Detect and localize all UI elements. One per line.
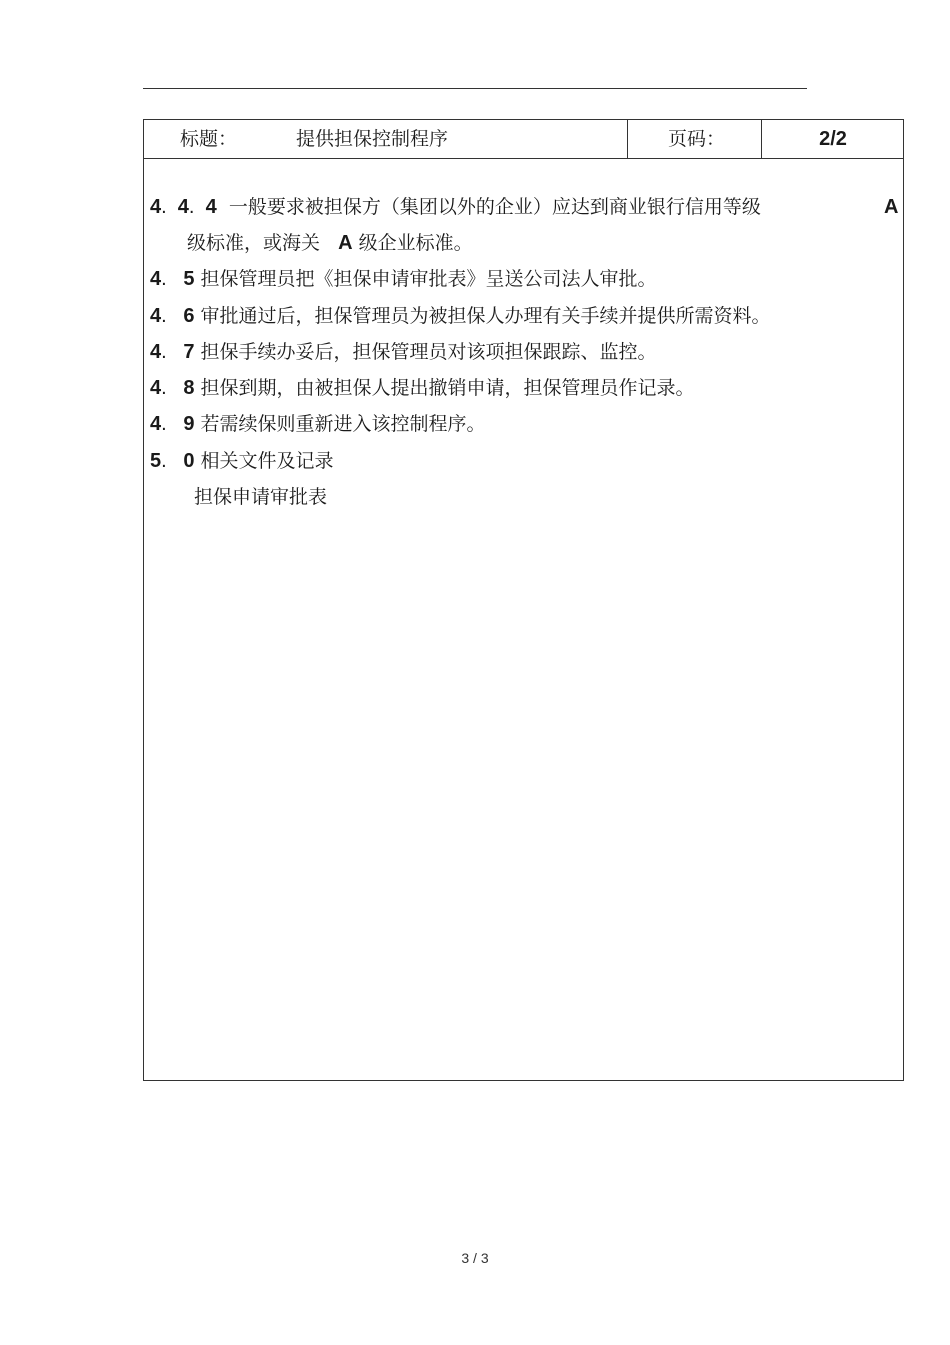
grade-letter: A: [884, 196, 899, 218]
item-number-minor: 5: [183, 268, 195, 290]
header-divider: [627, 120, 628, 158]
item-number-major: 4: [150, 413, 162, 435]
record-item: [194, 484, 327, 510]
item-text: 担保管理员把《担保申请审批表》呈送公司法人审批。: [200, 268, 657, 290]
document-title: 提供担保控制程序: [296, 128, 449, 150]
item-number-major: 4: [150, 341, 162, 363]
item-text: 若需续保则重新进入该控制程序。: [200, 413, 486, 435]
header-rule: [143, 88, 807, 89]
item-number-minor: 9: [183, 413, 195, 435]
item-text: 相关文件及记录: [200, 450, 334, 472]
item-text: 担保申请审批表: [194, 486, 328, 508]
item-text: 审批通过后，担保管理员为被担保人办理有关手续并提供所需资料。: [200, 305, 771, 327]
document-frame: [143, 119, 904, 1081]
list-item-continuation: [187, 230, 473, 256]
item-text: 担保到期，由被担保人提出撤销申请，担保管理员作记录。: [200, 377, 695, 399]
list-item: 4. 9 若需续保则重新进入该控制程序。: [150, 413, 486, 435]
item-text: 级企业标准。: [358, 232, 473, 254]
page-number: 3 / 3: [461, 1250, 489, 1266]
header-row: [144, 120, 903, 159]
list-item: 4. 8 担保到期，由被担保人提出撤销申请，担保管理员作记录。: [150, 377, 695, 399]
list-item: 4. 4. 4 一般要求被担保方（集团以外的企业）应达到商业银行信用等级: [150, 196, 761, 218]
item-text: 一般要求被担保方（集团以外的企业）应达到商业银行信用等级: [228, 196, 761, 218]
list-item: 4. 7 担保手续办妥后，担保管理员对该项担保跟踪、监控。: [150, 341, 657, 363]
item-text: 级标准，或海关: [187, 232, 321, 254]
grade-letter: A: [338, 232, 353, 254]
item-number-sub: 4: [205, 196, 217, 218]
item-number-minor: 4: [177, 196, 189, 218]
item-number-minor: 6: [183, 305, 195, 327]
title-label: 标题：: [180, 128, 238, 150]
item-number-major: 4: [150, 268, 162, 290]
list-item: 4. 6 审批通过后，担保管理员为被担保人办理有关手续并提供所需资料。: [150, 305, 771, 327]
list-item: 4. 5 担保管理员把《担保申请审批表》呈送公司法人审批。: [150, 268, 657, 290]
item-number-minor: 8: [183, 377, 195, 399]
item-number-major: 4: [150, 377, 162, 399]
list-item: 5. 0 相关文件及记录: [150, 450, 334, 472]
page-value: 2/2: [819, 128, 847, 150]
page-label: 页码：: [668, 128, 726, 150]
item-number-minor: 7: [183, 341, 195, 363]
item-number-major: 4: [150, 305, 162, 327]
item-number-major: 4: [150, 196, 162, 218]
item-number-minor: 0: [183, 450, 195, 472]
item-text: 担保手续办妥后，担保管理员对该项担保跟踪、监控。: [200, 341, 657, 363]
item-number-major: 5: [150, 450, 162, 472]
